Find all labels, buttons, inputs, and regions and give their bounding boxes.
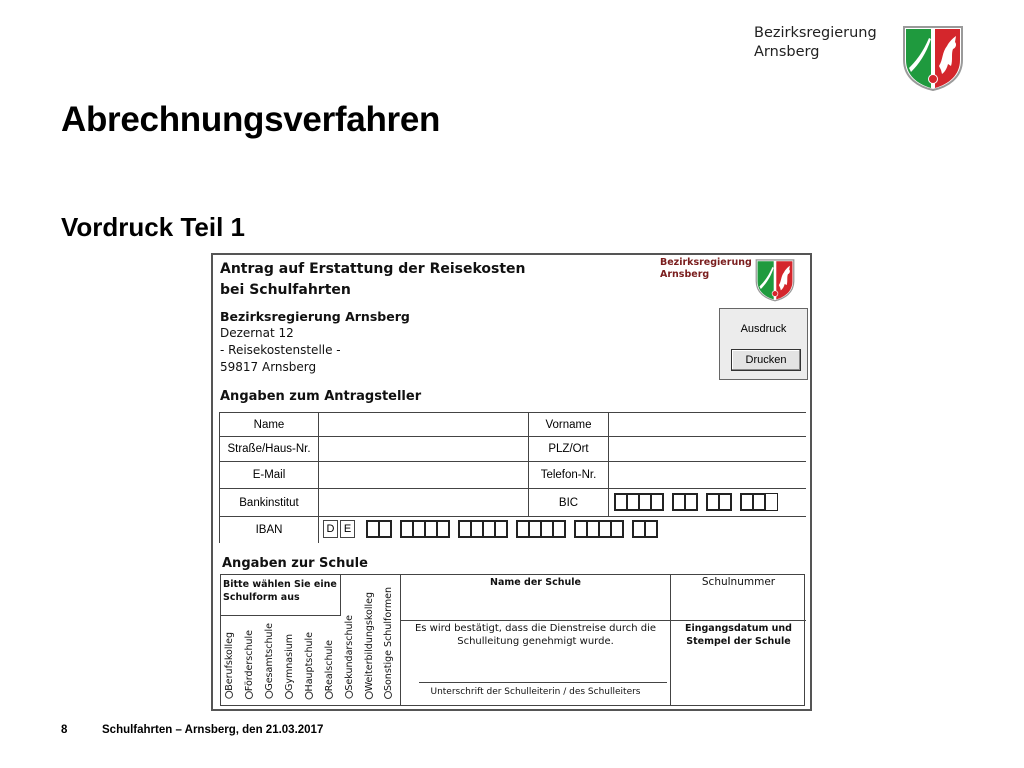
print-label: Ausdruck xyxy=(740,323,787,335)
vorname-label: Vorname xyxy=(529,413,609,437)
name-label: Name xyxy=(220,413,319,437)
school-type-option[interactable]: Berufskolleg xyxy=(224,632,235,701)
signature-label: Unterschrift der Schulleiterin / des Schulleiters xyxy=(430,687,641,697)
form-title xyxy=(220,259,526,301)
form-brand-line-1: Bezirksregierung xyxy=(660,257,752,268)
plz-field[interactable] xyxy=(609,437,806,462)
nrw-crest-icon xyxy=(901,24,965,92)
iban-boxes[interactable] xyxy=(366,520,656,538)
radio-icon xyxy=(366,691,374,699)
form-crest-icon xyxy=(754,258,796,302)
bic-box xyxy=(764,493,778,511)
stamp-line-1: Eingangsdatum und xyxy=(685,623,792,634)
school-choose-line-2: Schulform aus xyxy=(223,592,300,603)
school-type-option[interactable]: Weiterbildungskolleg xyxy=(364,592,375,701)
iban-box xyxy=(644,520,658,538)
radio-icon xyxy=(326,691,334,699)
brand-line-2: Arnsberg xyxy=(754,44,820,60)
school-type-option[interactable]: Realschule xyxy=(324,640,335,701)
confirm-text xyxy=(401,622,670,648)
page-title: Abrechnungsverfahren xyxy=(61,100,441,139)
school-choose-line-1: Bitte wählen Sie eine xyxy=(223,579,337,590)
bank-label: Bankinstitut xyxy=(220,489,319,517)
applicant-grid xyxy=(219,412,806,543)
radio-icon xyxy=(346,691,354,699)
bic-boxes[interactable] xyxy=(614,493,776,511)
bank-field[interactable] xyxy=(319,489,529,517)
radio-icon xyxy=(226,691,234,699)
email-label: E-Mail xyxy=(220,462,319,489)
address-block xyxy=(220,308,410,376)
radio-icon xyxy=(266,691,274,699)
school-type-option[interactable]: Gymnasium xyxy=(284,634,295,701)
school-number-field[interactable] xyxy=(672,590,804,618)
radio-icon xyxy=(306,691,314,699)
school-type-option[interactable]: Sonstige Schulformen xyxy=(383,587,394,701)
iban-label: IBAN xyxy=(220,517,319,543)
address-name: Bezirksregierung Arnsberg xyxy=(220,309,410,324)
address-city: 59817 Arnsberg xyxy=(220,360,317,374)
page-subtitle: Vordruck Teil 1 xyxy=(61,212,245,242)
school-type-option[interactable]: Gesamtschule xyxy=(264,623,275,701)
iban-prefix-d: D xyxy=(323,520,338,538)
telefon-field[interactable] xyxy=(609,462,806,489)
school-choose-text xyxy=(223,578,337,604)
print-panel xyxy=(719,308,808,380)
radio-icon xyxy=(385,691,393,699)
address-dept: Dezernat 12 xyxy=(220,326,294,340)
page-number: 8 xyxy=(61,724,68,736)
school-grid xyxy=(220,574,805,706)
school-type-option[interactable]: Hauptschule xyxy=(304,632,315,701)
brand-line-1: Bezirksregierung xyxy=(754,25,877,41)
brand-text xyxy=(754,24,877,62)
form-brand xyxy=(660,257,752,281)
bic-label: BIC xyxy=(529,489,609,517)
strasse-field[interactable] xyxy=(319,437,529,462)
school-name-label: Name der Schule xyxy=(490,577,581,588)
confirm-line-1: Es wird bestätigt, dass die Dienstreise durch die xyxy=(414,623,657,634)
school-type-option[interactable]: Sekundarschule xyxy=(344,615,355,701)
radio-icon xyxy=(286,691,294,699)
confirm-line-2: Schulleitung genehmigt wurde. xyxy=(457,636,614,647)
form-brand-line-2: Arnsberg xyxy=(660,269,710,280)
school-number-label: Schulnummer xyxy=(701,576,776,588)
name-field[interactable] xyxy=(319,413,529,437)
school-heading: Angaben zur Schule xyxy=(222,556,368,571)
telefon-label: Telefon-Nr. xyxy=(529,462,609,489)
print-button[interactable]: Drucken xyxy=(731,349,801,371)
school-type-option[interactable]: Förderschule xyxy=(244,630,255,701)
footer-text: Schulfahrten – Arnsberg, den 21.03.2017 xyxy=(102,724,324,736)
form-title-line-2: bei Schulfahrten xyxy=(220,282,351,298)
applicant-heading: Angaben zum Antragsteller xyxy=(220,389,422,404)
plz-label: PLZ/Ort xyxy=(529,437,609,462)
school-name-field[interactable] xyxy=(402,590,668,618)
strasse-label: Straße/Haus-Nr. xyxy=(220,437,319,462)
form-title-line-1: Antrag auf Erstattung der Reisekosten xyxy=(220,261,526,277)
address-unit: - Reisekostenstelle - xyxy=(220,343,341,357)
stamp-text xyxy=(671,622,806,648)
email-field[interactable] xyxy=(319,462,529,489)
vorname-field[interactable] xyxy=(609,413,806,437)
form-preview xyxy=(211,253,812,711)
radio-icon xyxy=(246,691,254,699)
stamp-line-2: Stempel der Schule xyxy=(686,636,791,647)
iban-prefix-e: E xyxy=(340,520,355,538)
